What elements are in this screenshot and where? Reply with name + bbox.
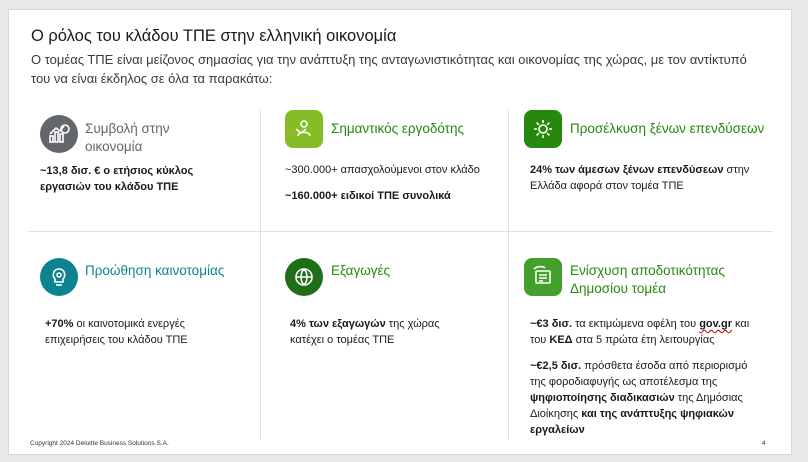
- public-stat-1-text-b: και του: [530, 318, 750, 346]
- employer-stat-2: ~160.000+ ειδικοί ΤΠΕ συνολικά: [285, 190, 451, 202]
- employer-stat-1: ~300.000+ απασχολούμενοι στον κλάδο: [285, 164, 480, 176]
- innovation-bold: +70%: [45, 318, 74, 330]
- grid-divider-vertical: [508, 110, 509, 440]
- cell-heading-economy: Συμβολή στην οικονομία: [85, 121, 170, 154]
- cell-heading-employer: Σημαντικός εργοδότης: [331, 121, 465, 136]
- grid-divider-horizontal: [28, 231, 773, 232]
- investment-text: στην Ελλάδα αφορά στον τομέα ΤΠΕ: [530, 164, 750, 192]
- cell-body-public: [530, 316, 762, 448]
- innovation-icon: [40, 258, 78, 296]
- public-stat-2-amount: ~€2,5 δισ.: [530, 360, 582, 372]
- economy-text: ~13,8 δισ. € ο ετήσιος κύκλος εργασιών του κλάδου ΤΠΕ: [40, 165, 194, 193]
- public-stat-2-digitization: ψηφιοποίησης διαδικασιών: [530, 392, 675, 404]
- exports-bold: 4% των εξαγωγών: [290, 318, 386, 330]
- grid-divider-vertical: [260, 110, 261, 440]
- page-subtitle: Ο τομέας ΤΠΕ είναι μείζονος σημασίας για την ανάπτυξη της ανταγωνιστικότητας και οικονομίας της χώρας, με τον αντίκτυπό του να είναι έκδηλος σε όλα τα παρακάτω:: [31, 52, 747, 86]
- investment-icon: [524, 110, 562, 148]
- public-stat-1-gov: gov.gr: [699, 318, 732, 330]
- innovation-text: οι καινοτομικά ενεργές επιχειρήσεις του κλάδου ΤΠΕ: [45, 318, 188, 346]
- employer-icon: [285, 110, 323, 148]
- exports-icon: [285, 258, 323, 296]
- cell-heading-public: Ενίσχυση αποδοτικότητας Δημοσίου τομέα: [570, 263, 725, 296]
- public-stat-2-text-b: της Δημόσιας Διοίκησης: [530, 392, 743, 420]
- cell-body-exports: [290, 316, 475, 348]
- investment-bold: 24% των άμεσων ξένων επενδύσεων: [530, 164, 724, 176]
- public-stat-1-text-c: στα 5 πρώτα έτη λειτουργίας: [572, 334, 715, 346]
- public-stat-1: [530, 316, 762, 348]
- public-stat-1-amount: ~€3 δισ.: [530, 318, 573, 330]
- public-sector-icon: [524, 258, 562, 296]
- page-number: 4: [762, 440, 766, 447]
- cell-body-economy: [40, 163, 230, 195]
- page-title: Ο ρόλος του κλάδου ΤΠΕ στην ελληνική οικονομία: [31, 27, 397, 45]
- public-stat-2-tools: και της ανάπτυξης ψηφιακών εργαλείων: [530, 408, 734, 436]
- footer-copyright: Copyright 2024 Deloitte Business Solutions S.A.: [30, 440, 169, 447]
- public-stat-1-text-a: τα εκτιμώμενα οφέλη του: [572, 318, 700, 330]
- cell-heading-investment: Προσέλκυση ξένων επενδύσεων: [570, 121, 765, 136]
- cell-body-employer: [285, 162, 485, 214]
- public-stat-2: [530, 358, 762, 438]
- cell-body-innovation: [45, 316, 235, 348]
- cell-heading-innovation: Προώθηση καινοτομίας: [85, 263, 225, 278]
- public-stat-2-text-a: πρόσθετα έσοδα από περιορισμό της φοροδιαφυγής ως αποτέλεσμα της: [530, 360, 748, 388]
- economy-icon: [40, 115, 78, 153]
- cell-body-investment: [530, 162, 750, 194]
- exports-text: της χώρας κατέχει ο τομέας ΤΠΕ: [290, 318, 440, 346]
- cell-heading-exports: Εξαγωγές: [331, 263, 391, 278]
- public-stat-1-ked: ΚΕΔ: [549, 334, 573, 346]
